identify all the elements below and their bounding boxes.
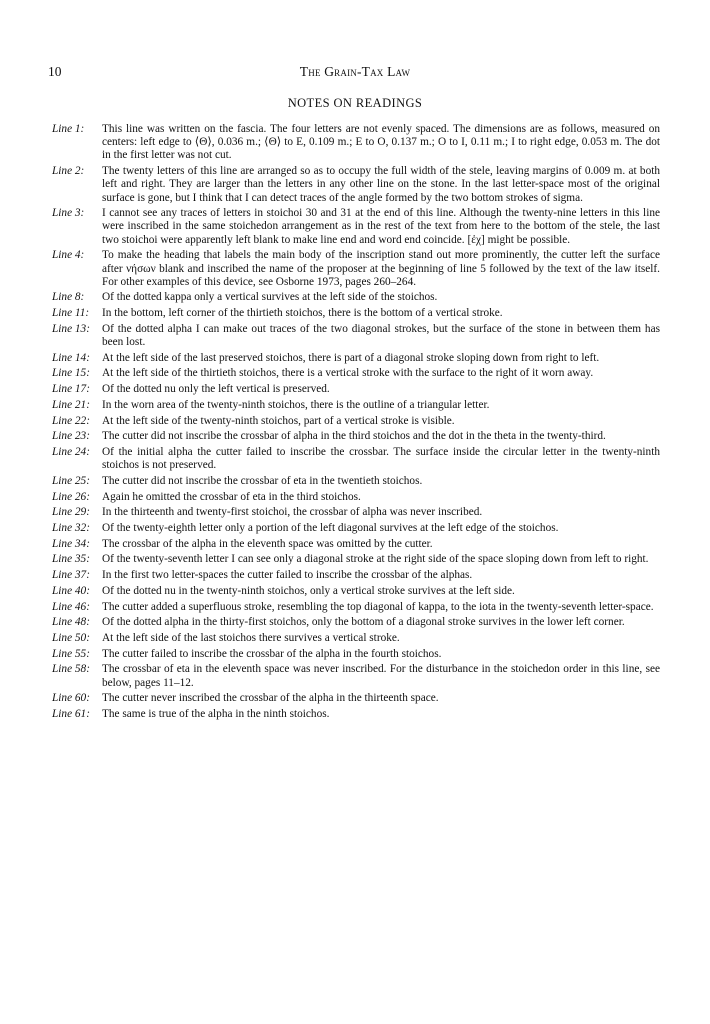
note-item [52,491,660,504]
note-item [52,165,660,205]
note-label: Line 13: [52,322,90,335]
note-label: Line 15: [52,367,90,380]
note-item [52,291,660,304]
note-item [52,123,660,163]
note-text: The cutter failed to inscribe the crossbar of the alpha in the fourth stoichos. [102,647,442,660]
note-label: Line 40: [52,584,90,597]
note-text: In the bottom, left corner of the thirtieth stoichos, there is the bottom of a vertical stroke. [102,307,503,320]
note-text: In the thirteenth and twenty-first stoichoi, the crossbar of alpha was never inscribed. [102,506,483,519]
note-item [52,352,660,365]
note-label: Line 26: [52,490,90,503]
note-item [52,708,660,721]
note-text: Of the twenty-eighth letter only a portion of the left diagonal survives at the left edge of the stoichos. [102,521,559,534]
note-item [52,616,660,629]
note-item [52,663,660,689]
note-item [52,383,660,396]
note-text: The same is true of the alpha in the ninth stoichos. [102,707,330,720]
note-text: Of the initial alpha the cutter failed to inscribe the crossbar. The surface inside the circular letter in the twenty-ninth stoichos is not preserved. [102,445,660,472]
note-text: To make the heading that labels the main body of the inscription stand out more prominently, the cutter left the surface after νήσων blank and inscribed the name of the proposer at the beginning of line 5 followed by the text of the law itself. For other examples of this device, see Osborne 1973, pages 260–264. [102,249,660,288]
note-label: Line 23: [52,430,90,443]
note-label: Line 21: [52,398,90,411]
note-item [52,632,660,645]
note-label: Line 50: [52,631,90,644]
note-text: At the left side of the twenty-ninth stoichos, part of a vertical stroke is visible. [102,414,455,427]
note-label: Line 22: [52,414,90,427]
note-text: In the first two letter-spaces the cutter failed to inscribe the crossbar of the alphas. [102,569,473,582]
note-text: Of the dotted kappa only a vertical survives at the left side of the stoichos. [102,291,438,304]
note-text: In the worn area of the twenty-ninth stoichos, there is the outline of a triangular letter. [102,398,490,411]
note-label: Line 32: [52,521,90,534]
note-label: Line 60: [52,692,90,705]
note-text: Of the dotted alpha I can make out traces of the two diagonal strokes, but the surface of the stone in between them has been lost. [102,322,660,349]
note-text: This line was written on the fascia. The four letters are not evenly spaced. The dimensions are as follows, measured on centers: left edge to ⟨Θ⟩, 0.036 m.; ⟨Θ⟩ to E, 0.109 m.; E to O, 0.137 m.; O to I, 0.11 m.; I to right edge, 0.053 m. The dot in the first letter was not cut. [102,123,660,162]
note-item [52,430,660,443]
note-text: I cannot see any traces of letters in stoichoi 30 and 31 at the end of this line. Although the twenty-nine letters in this line were inscribed in the same stoichedon arrangement as in the rest of the text from here to the bottom of the stele, the last two stoichoi were apparently left blank to make line end and word end coincide. [ἐχ] might be possible. [102,207,660,246]
note-label: Line 29: [52,506,90,519]
note-item [52,506,660,519]
note-label: Line 24: [52,445,90,458]
note-label: Line 17: [52,383,90,396]
note-label: Line 58: [52,663,90,676]
note-text: Of the dotted nu in the twenty-ninth stoichos, only a vertical stroke survives at the left side. [102,584,515,597]
note-label: Line 34: [52,537,90,550]
note-item [52,569,660,582]
note-text: Again he omitted the crossbar of eta in the third stoichos. [102,490,361,503]
note-item [52,367,660,380]
note-item [52,585,660,598]
note-item [52,553,660,566]
note-item [52,207,660,247]
page-number: 10 [48,64,62,79]
note-label: Line 8: [52,291,85,304]
note-text: At the left side of the last stoichos there survives a vertical stroke. [102,631,400,644]
note-label: Line 46: [52,600,90,613]
note-text: Of the dotted alpha in the thirty-first stoichos, only the bottom of a diagonal stroke survives in the lower left corner. [102,616,625,629]
note-text: The crossbar of eta in the eleventh space was never inscribed. For the disturbance in the stoichedon order in this line, see below, pages 11–12. [102,663,660,689]
note-label: Line 4: [52,249,85,262]
note-label: Line 11: [52,307,90,320]
note-text: The cutter did not inscribe the crossbar of eta in the twentieth stoichos. [102,474,423,487]
note-item [52,323,660,349]
note-item [52,601,660,614]
note-item [52,249,660,289]
note-label: Line 35: [52,553,90,566]
note-text: At the left side of the thirtieth stoichos, there is a vertical stroke with the surface to the right of it worn away. [102,367,594,380]
notes-list [52,123,660,724]
note-text: The cutter added a superfluous stroke, resembling the top diagonal of kappa, to the iota in the twenty-seventh letter-space. [102,600,654,613]
note-item [52,538,660,551]
note-label: Line 14: [52,351,90,364]
note-label: Line 61: [52,707,90,720]
note-label: Line 1: [52,123,85,135]
note-label: Line 55: [52,647,90,660]
page-header [48,64,662,84]
note-text: Of the twenty-seventh letter I can see only a diagonal stroke at the right side of the space sloping down from left to right. [102,553,649,566]
section-title: NOTES ON READINGS [287,96,423,110]
note-label: Line 37: [52,569,90,582]
note-item [52,475,660,488]
note-text: The twenty letters of this line are arranged so as to occupy the full width of the stele, leaving margins of 0.009 m. at both left and right. They are larger than the letters in any other line on the stone. In the last letter-space most of the original surface is gone, but I think that I can detect traces of the angle formed by the two bottom strokes of sigma. [102,165,660,204]
note-text: The cutter never inscribed the crossbar of the alpha in the thirteenth space. [102,692,439,705]
note-item [52,446,660,472]
note-item [52,648,660,661]
note-text: The crossbar of the alpha in the eleventh space was omitted by the cutter. [102,537,433,550]
note-label: Line 2: [52,165,85,178]
note-item [52,692,660,705]
note-text: Of the dotted nu only the left vertical is preserved. [102,383,330,396]
note-label: Line 3: [52,207,85,220]
note-text: At the left side of the last preserved stoichos, there is part of a diagonal stroke sloping down from right to left. [102,351,600,364]
running-title: The Grain-Tax Law [299,64,411,79]
note-text: The cutter did not inscribe the crossbar of alpha in the third stoichos and the dot in the theta in the twenty-third. [102,430,606,443]
note-item [52,415,660,428]
note-item [52,307,660,320]
note-item [52,399,660,412]
note-label: Line 25: [52,474,90,487]
note-label: Line 48: [52,616,90,629]
note-item [52,522,660,535]
